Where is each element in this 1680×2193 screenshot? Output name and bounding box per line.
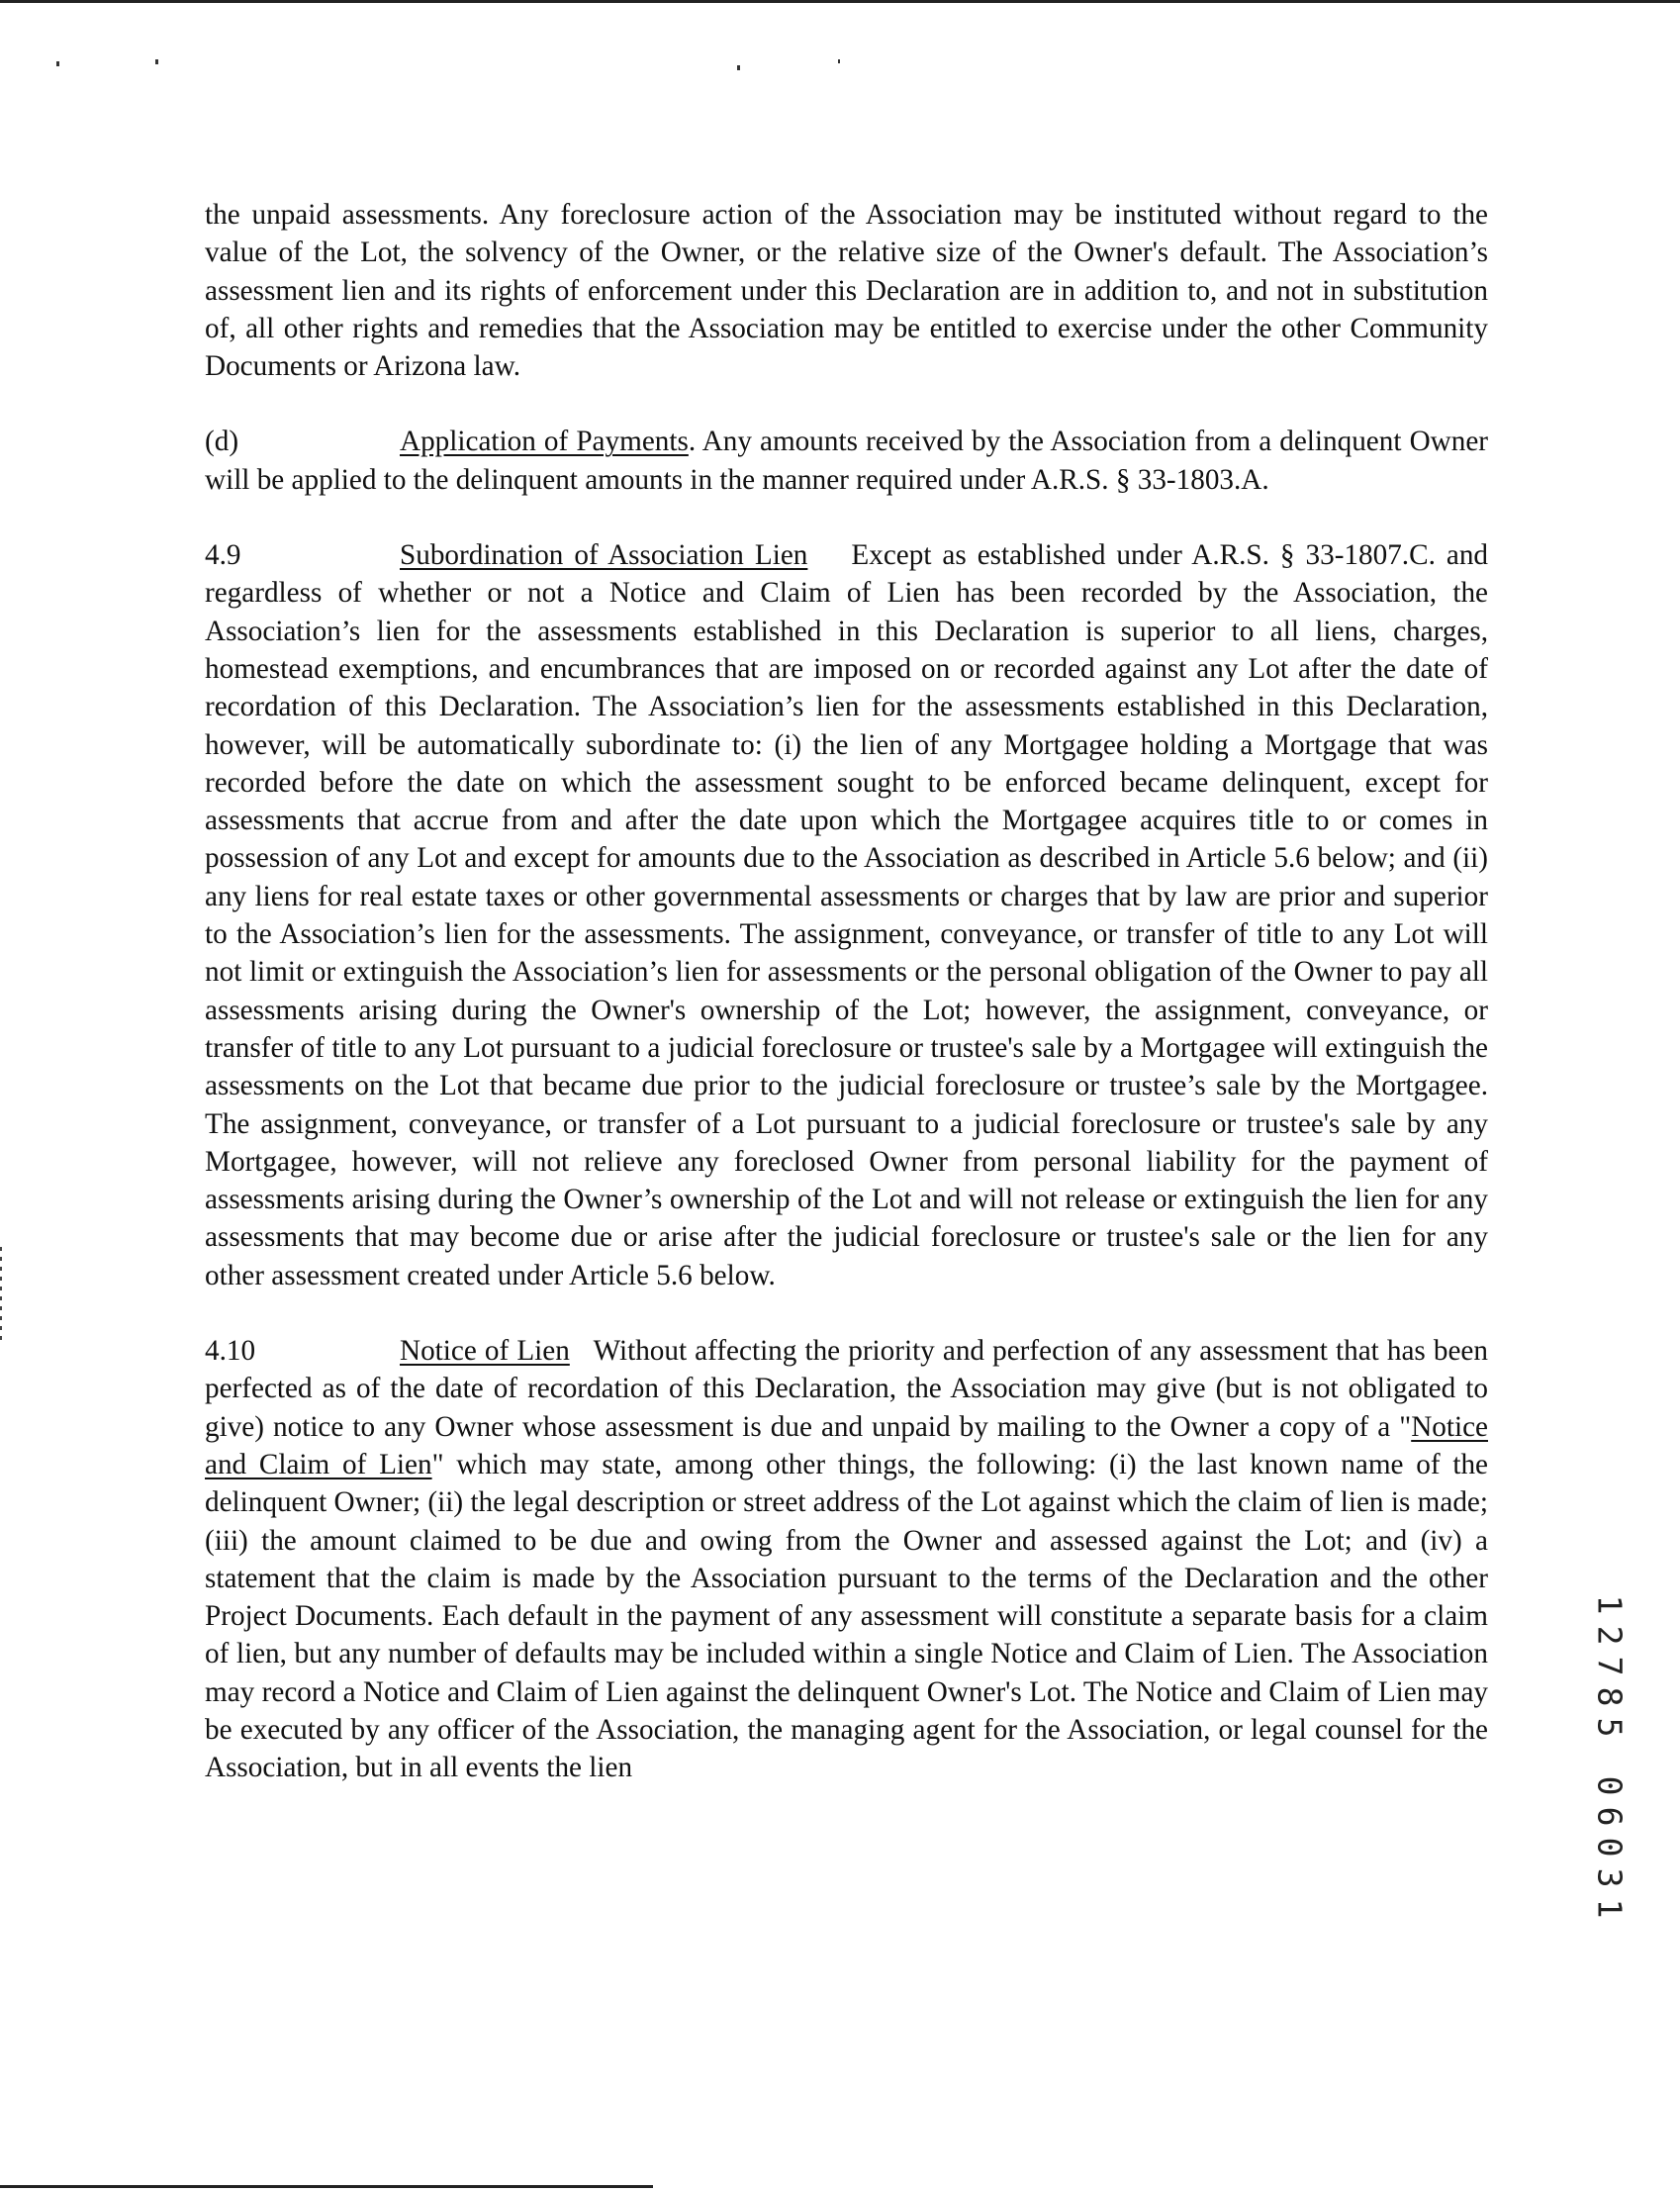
section-d bbox=[205, 423, 1488, 499]
stamp-digit: 1 bbox=[1590, 1594, 1630, 1615]
section-d-body: Any amounts received by the Association from a delinquent Owner will be applied to the delinquent amounts in the manner required under A.R.S. § 33-1803.A. bbox=[205, 426, 1488, 496]
section-4-9-number: 4.9 bbox=[205, 539, 241, 572]
stamp-digit: 6 bbox=[1590, 1806, 1630, 1827]
section-4-10-body-b: " which may state, among other things, the following: (i) the last known name of the delinquent Owner; (ii) the legal description or street address of the Lot against which the claim of lien is made; (iii) the amount claimed to be due and owing from the Owner and assessed against the Lot; and (iv) a statement that the claim is made by the Association pursuant to the terms of the Declaration and the other Project Documents. Each default in the payment of any assessment will constitute a separate basis for a claim of lien, but any number of defaults may be included within a single Notice and Claim of Lien. The Association may record a Notice and Claim of Lien against the delinquent Owner's Lot. The Notice and Claim of Lien may be executed by any officer of the Association, the managing agent for the Association, or legal counsel for the Association, but in all events the lien bbox=[205, 1448, 1488, 1784]
section-4-10-number: 4.10 bbox=[205, 1335, 256, 1368]
document-page bbox=[205, 196, 1488, 1825]
stamp-digit: 3 bbox=[1590, 1867, 1630, 1888]
section-d-heading-punct: . bbox=[688, 426, 697, 458]
scan-edge-bottom bbox=[0, 2185, 653, 2188]
paragraph-intro: the unpaid assessments. Any foreclosure action of the Association may be instituted without regard to the value of the Lot, the solvency of the Owner, or the relative size of the Owner's default. The Association’s assessment lien and its rights of enforcement under this Declaration are in addition to, and not in substitution of, all other rights and remedies that the Association may be entitled to exercise under the other Community Documents or Arizona law. bbox=[205, 199, 1488, 383]
stamp-digit: 0 bbox=[1590, 1837, 1630, 1858]
recording-stamp bbox=[1590, 1589, 1630, 1924]
section-4-9-body: Except as established under A.R.S. § 33-1807.C. and regardless of whether or not a Notice and Claim of Lien has been recorded by the Association, the Association’s lien for the assessments established in this Declaration is superior to all liens, charges, homestead exemptions, and encumbrances that are imposed on or recorded against any Lot after the date of recordation of this Declaration. The Association’s lien for the assessments established in this Declaration, however, will be automatically subordinate to: (i) the lien of any Mortgagee holding a Mortgage that was recorded before the date on which the assessment sought to be enforced became delinquent, except for assessments that accrue from and after the date upon which the Mortgagee acquires title to or comes in possession of any Lot and except for amounts due to the Association as described in Article 5.6 below; and (ii) any liens for real estate taxes or other governmental assessments or charges that by law are prior and superior to the Association’s lien for the assessments. The assignment, conveyance, or transfer of title to any Lot will not limit or extinguish the Association’s lien for assessments or the personal obligation of the Owner to pay all assessments arising during the Owner's ownership of the Lot; however, the assignment, conveyance, or transfer of title to any Lot pursuant to a judicial foreclosure or trustee's sale by a Mortgagee will extinguish the assessments on the Lot that became due prior to the judicial foreclosure or trustee’s sale by the Mortgagee. The assignment, conveyance, or transfer of a Lot pursuant to a judicial foreclosure or trustee's sale by any Mortgagee, however, will not relieve any foreclosed Owner from personal liability for the payment of assessments arising during the Owner’s ownership of the Lot and will not release or extinguish the lien for any assessments that may become due or arise after the judicial foreclosure or trustee's sale or the lien for any other assessment created under Article 5.6 below. bbox=[205, 539, 1489, 1291]
section-d-number: (d) bbox=[205, 426, 239, 458]
scan-speck bbox=[155, 59, 158, 64]
stamp-digit: 7 bbox=[1590, 1656, 1630, 1676]
section-4-10-body-a: Without affecting the priority and perfection of any assessment that has been perfected as of the date of recordation of this Declaration, the Association may give (but is not obligated to give) notice to any Owner whose assessment is due and unpaid by mailing to the Owner a copy of a " bbox=[205, 1335, 1488, 1443]
scan-speck bbox=[737, 65, 740, 70]
section-4-10 bbox=[205, 1332, 1488, 1787]
scan-edge-left bbox=[0, 1247, 2, 1346]
scan-speck bbox=[56, 61, 59, 66]
stamp-digit: 8 bbox=[1590, 1686, 1630, 1707]
stamp-digit: 2 bbox=[1590, 1625, 1630, 1646]
stamp-digit: 5 bbox=[1590, 1717, 1630, 1738]
notice-and-claim-of-lien-title: Notice and Claim of Lien bbox=[205, 1410, 1488, 1480]
section-4-9 bbox=[205, 536, 1488, 1294]
stamp-digit: 0 bbox=[1590, 1775, 1630, 1796]
stamp-digit: 1 bbox=[1590, 1898, 1630, 1919]
section-d-heading: Application of Payments bbox=[400, 426, 689, 458]
section-4-9-heading: Subordination of Association Lien bbox=[400, 539, 808, 572]
scan-edge-top bbox=[0, 0, 1680, 3]
section-4-10-heading: Notice of Lien bbox=[400, 1335, 570, 1368]
scan-speck bbox=[838, 59, 840, 63]
